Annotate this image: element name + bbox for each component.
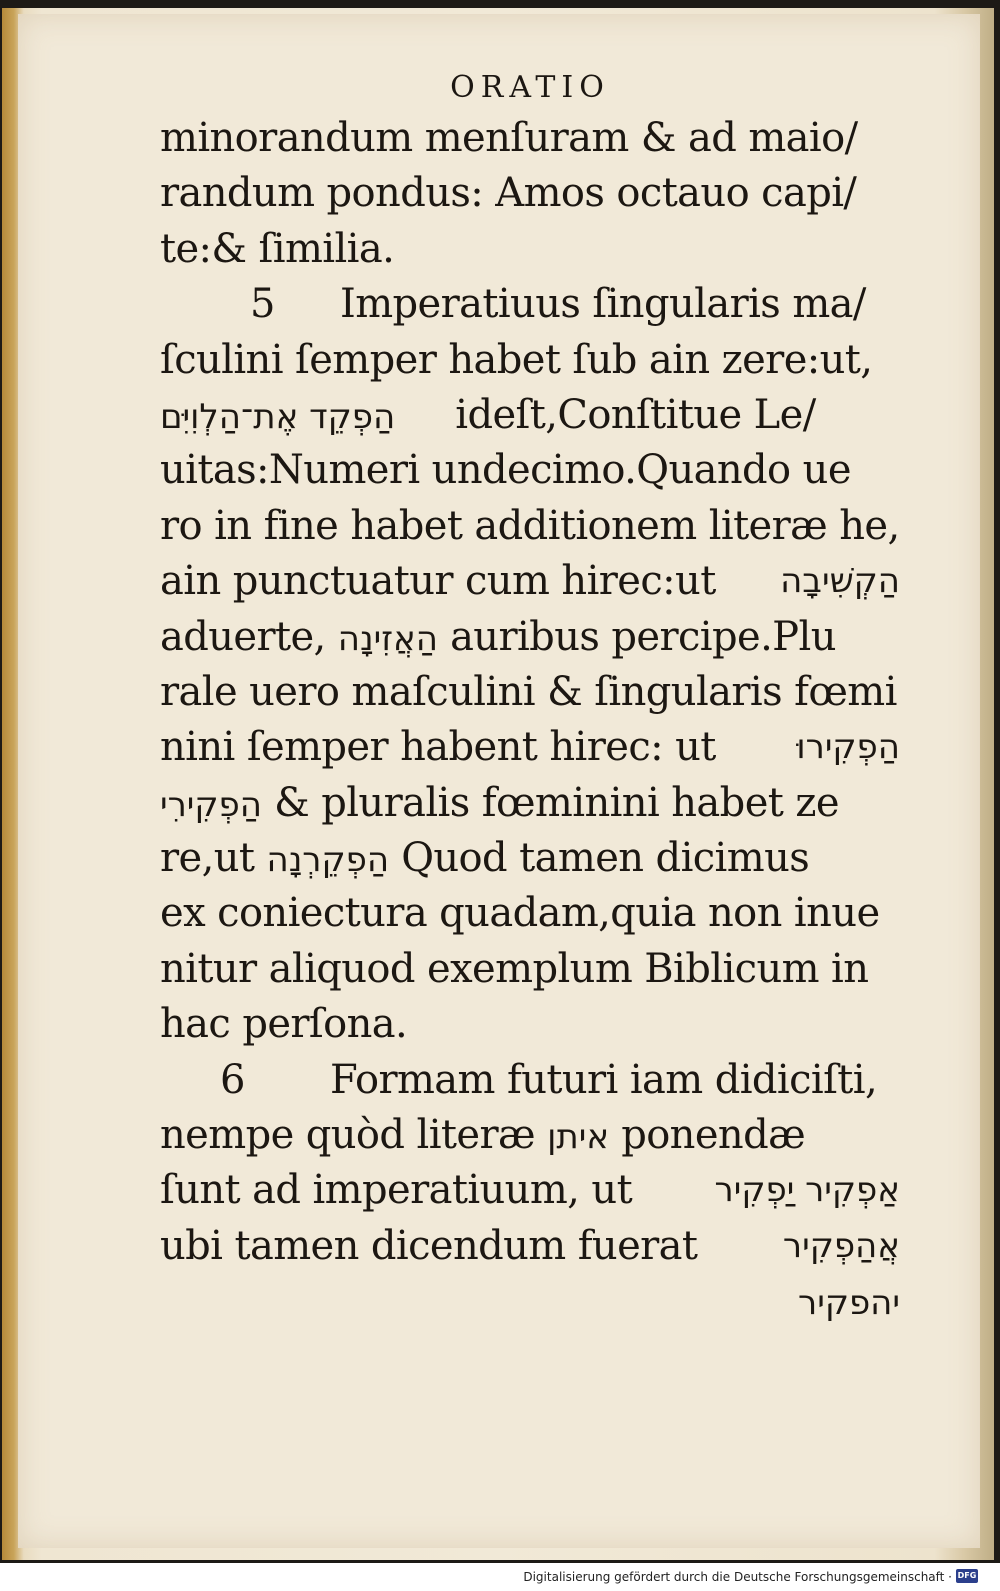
- text-line-3: te:& ſimilia.: [160, 225, 395, 272]
- text-line-19: nempe quòd literæ איתן ponendæ: [160, 1112, 806, 1159]
- footer-credit: Digitalisierung gefördert durch die Deutsche Forschungsgemeinschaft ·: [523, 1570, 952, 1584]
- text-line-18: 6 Formam futuri iam didiciſti,: [160, 1053, 900, 1108]
- text-line-16: nitur aliquod exemplum Biblicum in: [160, 945, 869, 992]
- text-line-5: ſculini ſemper habet ſub ain zere:ut,: [160, 336, 873, 383]
- text-line-10: aduerte, הַאֲזִינָה auribus percipe.Plu: [160, 613, 836, 660]
- hebrew-text: יהפקיר: [798, 1283, 900, 1324]
- footer-bar: [0, 1563, 1000, 1591]
- text-line-17: hac perſona.: [160, 1001, 408, 1048]
- text-line-11: rale uero maſculini & ſingularis fœmi: [160, 668, 897, 715]
- paragraph-number: 5: [250, 281, 275, 328]
- text-line-13: הַפְקִירִי & pluralis fœminini habet ze: [160, 779, 839, 826]
- text-line-20: ſunt ad imperatiuum, ut אַפְקִיר יַפְקִיר: [160, 1163, 900, 1218]
- running-head: ORATIO: [450, 70, 610, 105]
- text-line-7: uitas:Numeri undecimo.Quando ue: [160, 447, 851, 494]
- text-block: [160, 40, 900, 1330]
- hebrew-text: הַפְקִירִי: [160, 784, 262, 825]
- hebrew-text: הַאֲזִינָה: [337, 618, 438, 659]
- text-line-15: ex coniectura quadam,quia non inue: [160, 890, 880, 937]
- hebrew-text: הַקְשִׁיבָה: [780, 561, 900, 602]
- text-line-12: nini ſemper habent hirec: ut הַפְקִירוּ: [160, 720, 900, 775]
- hebrew-text: איתן: [547, 1117, 610, 1158]
- hebrew-text: אֲהַפְקִיר: [782, 1225, 900, 1266]
- text-line-1: minorandum menſuram & ad maio/: [160, 115, 858, 161]
- text-line-2: randum pondus: Amos octauo capi/: [160, 170, 857, 217]
- text-line-4: 5 Imperatiuus ſingularis ma/: [160, 277, 900, 332]
- dfg-logo: DFG: [956, 1569, 978, 1583]
- text-line-6: הַפְקֵד אֶת־הַלְוִיִּם ideſt,Conſtitue Le/: [160, 391, 816, 438]
- text-line-21: ubi tamen dicendum fuerat אֲהַפְקִיר: [160, 1219, 900, 1274]
- hebrew-text: אַפְקִיר יַפְקִיר: [714, 1170, 900, 1211]
- paragraph-number: 6: [220, 1056, 245, 1103]
- text-line-8: ro in fine habet additionem literæ he,: [160, 502, 900, 549]
- text-line-9: ain punctuatur cum hirec:ut הַקְשִׁיבָה: [160, 554, 900, 609]
- hebrew-text: הַפְקִירוּ: [796, 727, 900, 768]
- hebrew-text: הַפְקֵד אֶת־הַלְוִיִּם: [160, 396, 396, 437]
- text-line-22: [160, 1274, 900, 1329]
- hebrew-text: הַפְקֵרְנָה: [266, 840, 390, 881]
- text-line-14: re,ut הַפְקֵרְנָה Quod tamen dicimus: [160, 835, 810, 882]
